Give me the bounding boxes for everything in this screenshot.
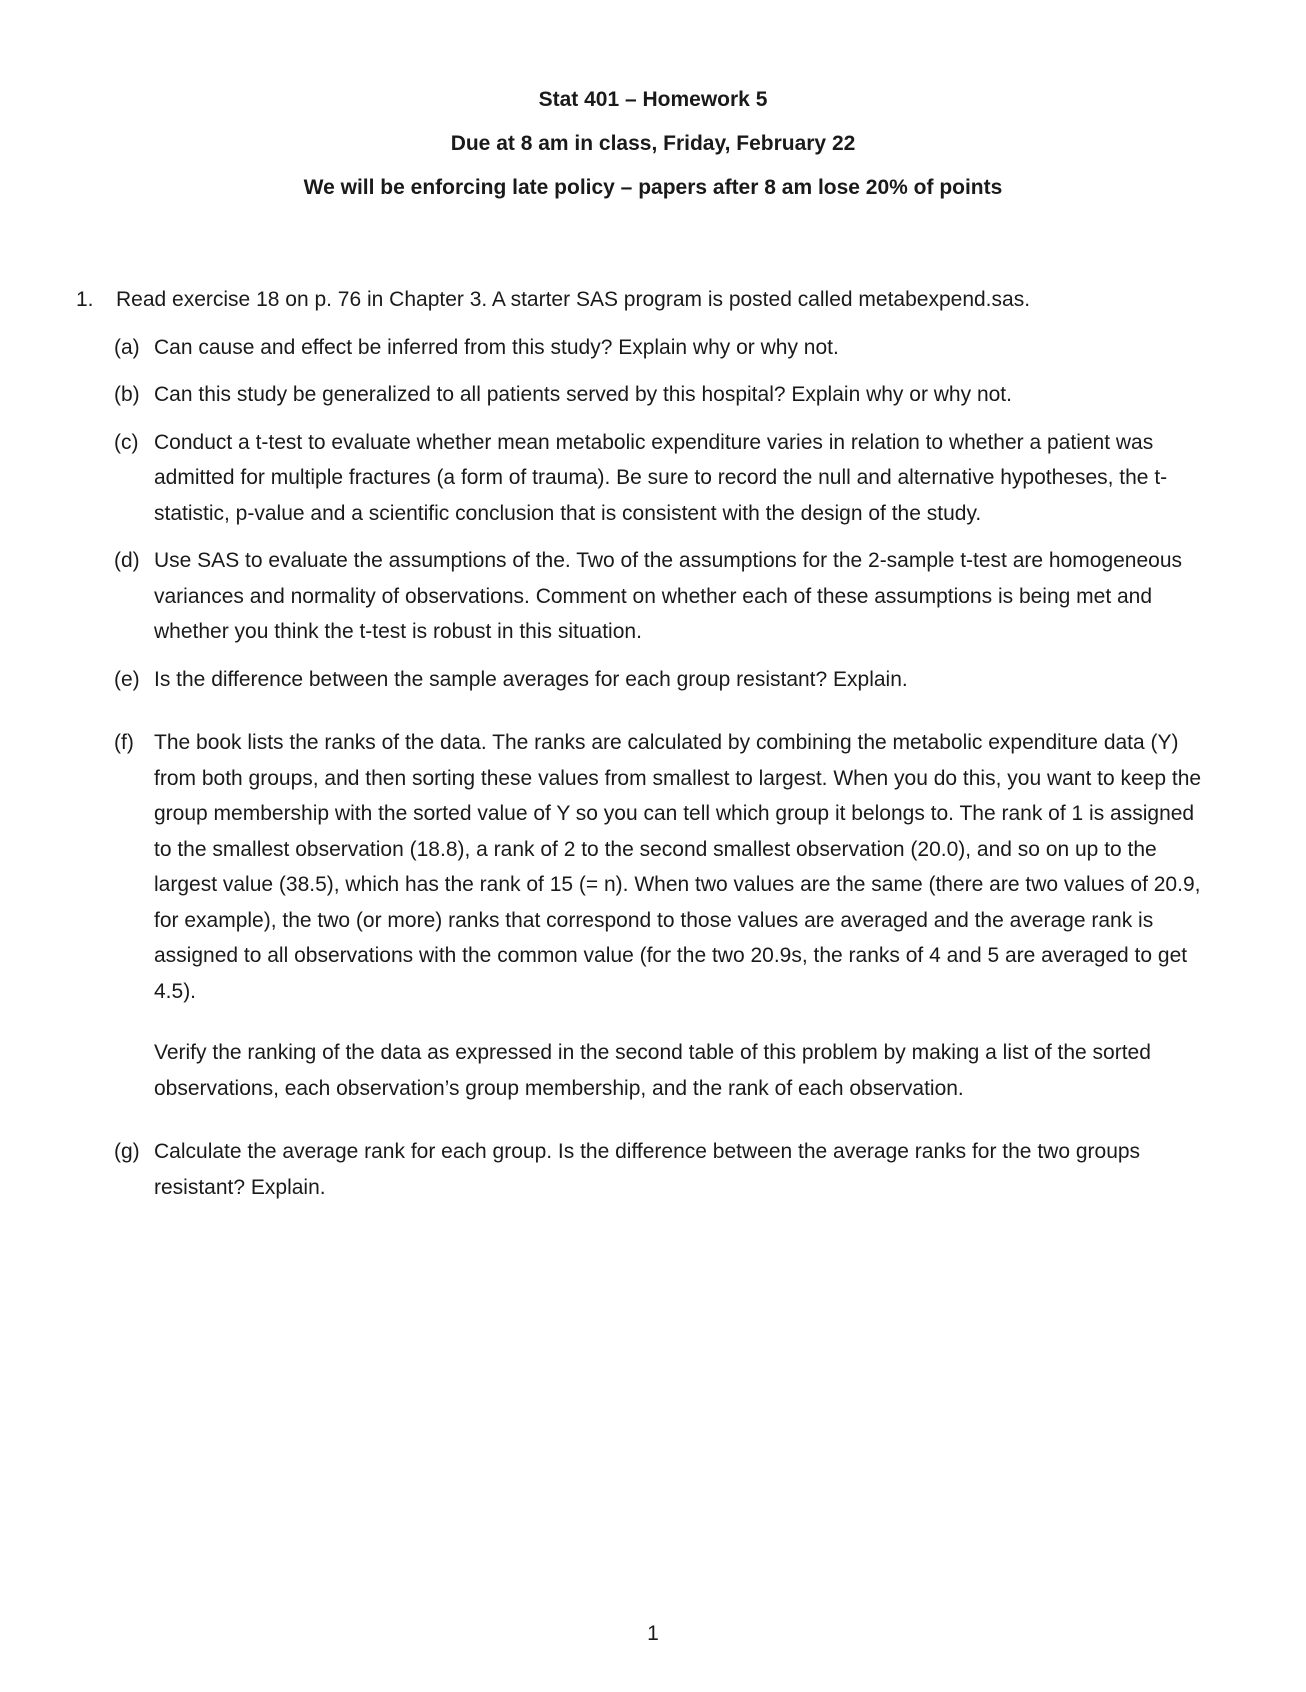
part-text-paragraph-2: Verify the ranking of the data as expressed in the second table of this problem by making a list of the sorted observations, each observation’s group membership, and the rank of each observation.	[154, 1041, 1151, 1100]
part-text: Can cause and effect be inferred from this study? Explain why or why not.	[154, 335, 839, 359]
part-g	[76, 1134, 1226, 1205]
part-letter: (g)	[114, 1140, 140, 1163]
part-a	[76, 330, 1226, 366]
part-text: Can this study be generalized to all patients served by this hospital? Explain why or why not.	[154, 383, 1012, 406]
late-policy-line: We will be enforcing late policy – papers after 8 am lose 20% of points	[303, 176, 1003, 199]
part-letter: (b)	[114, 383, 140, 406]
part-text: Calculate the average rank for each group. Is the difference between the average ranks for the two groups resistant? Explain.	[154, 1140, 1141, 1199]
part-f	[76, 725, 1226, 1106]
due-date-line: Due at 8 am in class, Friday, February 22	[450, 132, 856, 155]
problem-intro	[76, 282, 1226, 318]
problem-1	[76, 282, 1226, 1217]
part-letter: (f)	[114, 731, 134, 754]
page-number: 1	[647, 1622, 659, 1645]
document-header	[0, 78, 1306, 210]
part-text: The book lists the ranks of the data. The ranks are calculated by combining the metabolic expenditure data (Y) from both groups, and then sorting these values from smallest to largest. When you do this, you want to keep the group membership with the sorted value of Y so you can tell which group it belongs to. The rank of 1 is assigned to the smallest observation (18.8), a rank of 2 to the second smallest observation (20.0), and so on up to the largest value (38.5), which has the rank of 15 (= n). When two values are the same (there are two values of 20.9, for example), the two (or more) ranks that correspond to those values are averaged and the average rank is assigned to all observations with the common value (for the two 20.9s, the ranks of 4 and 5 are averaged to get 4.5).	[154, 731, 1202, 1003]
problem-parts	[76, 330, 1226, 1206]
part-d	[76, 543, 1226, 650]
problem-intro-text: Read exercise 18 on p. 76 in Chapter 3. A starter SAS program is posted called metabexpend.sas.	[116, 288, 1031, 311]
part-letter: (d)	[114, 549, 140, 572]
part-b	[76, 377, 1226, 413]
part-letter: (c)	[114, 430, 139, 454]
part-text: Conduct a t-test to evaluate whether mean metabolic expenditure varies in relation to whether a patient was admitted for multiple fractures (a form of trauma). Be sure to record the null and alternative hypotheses, the t-statistic, p-value and a scientific conclusion that is consistent with the design of the study.	[154, 430, 1168, 525]
problem-number: 1.	[76, 288, 94, 311]
part-e	[76, 662, 1226, 698]
part-c	[76, 425, 1226, 532]
part-letter: (e)	[114, 667, 140, 691]
document-title: Stat 401 – Homework 5	[538, 88, 768, 111]
part-text: Is the difference between the sample averages for each group resistant? Explain.	[154, 667, 908, 691]
part-letter: (a)	[114, 335, 140, 359]
part-text: Use SAS to evaluate the assumptions of the. Two of the assumptions for the 2-sample t-test are homogeneous variances and normality of observations. Comment on whether each of these assumptions is being met and whether you think the t-test is robust in this situation.	[154, 549, 1183, 643]
